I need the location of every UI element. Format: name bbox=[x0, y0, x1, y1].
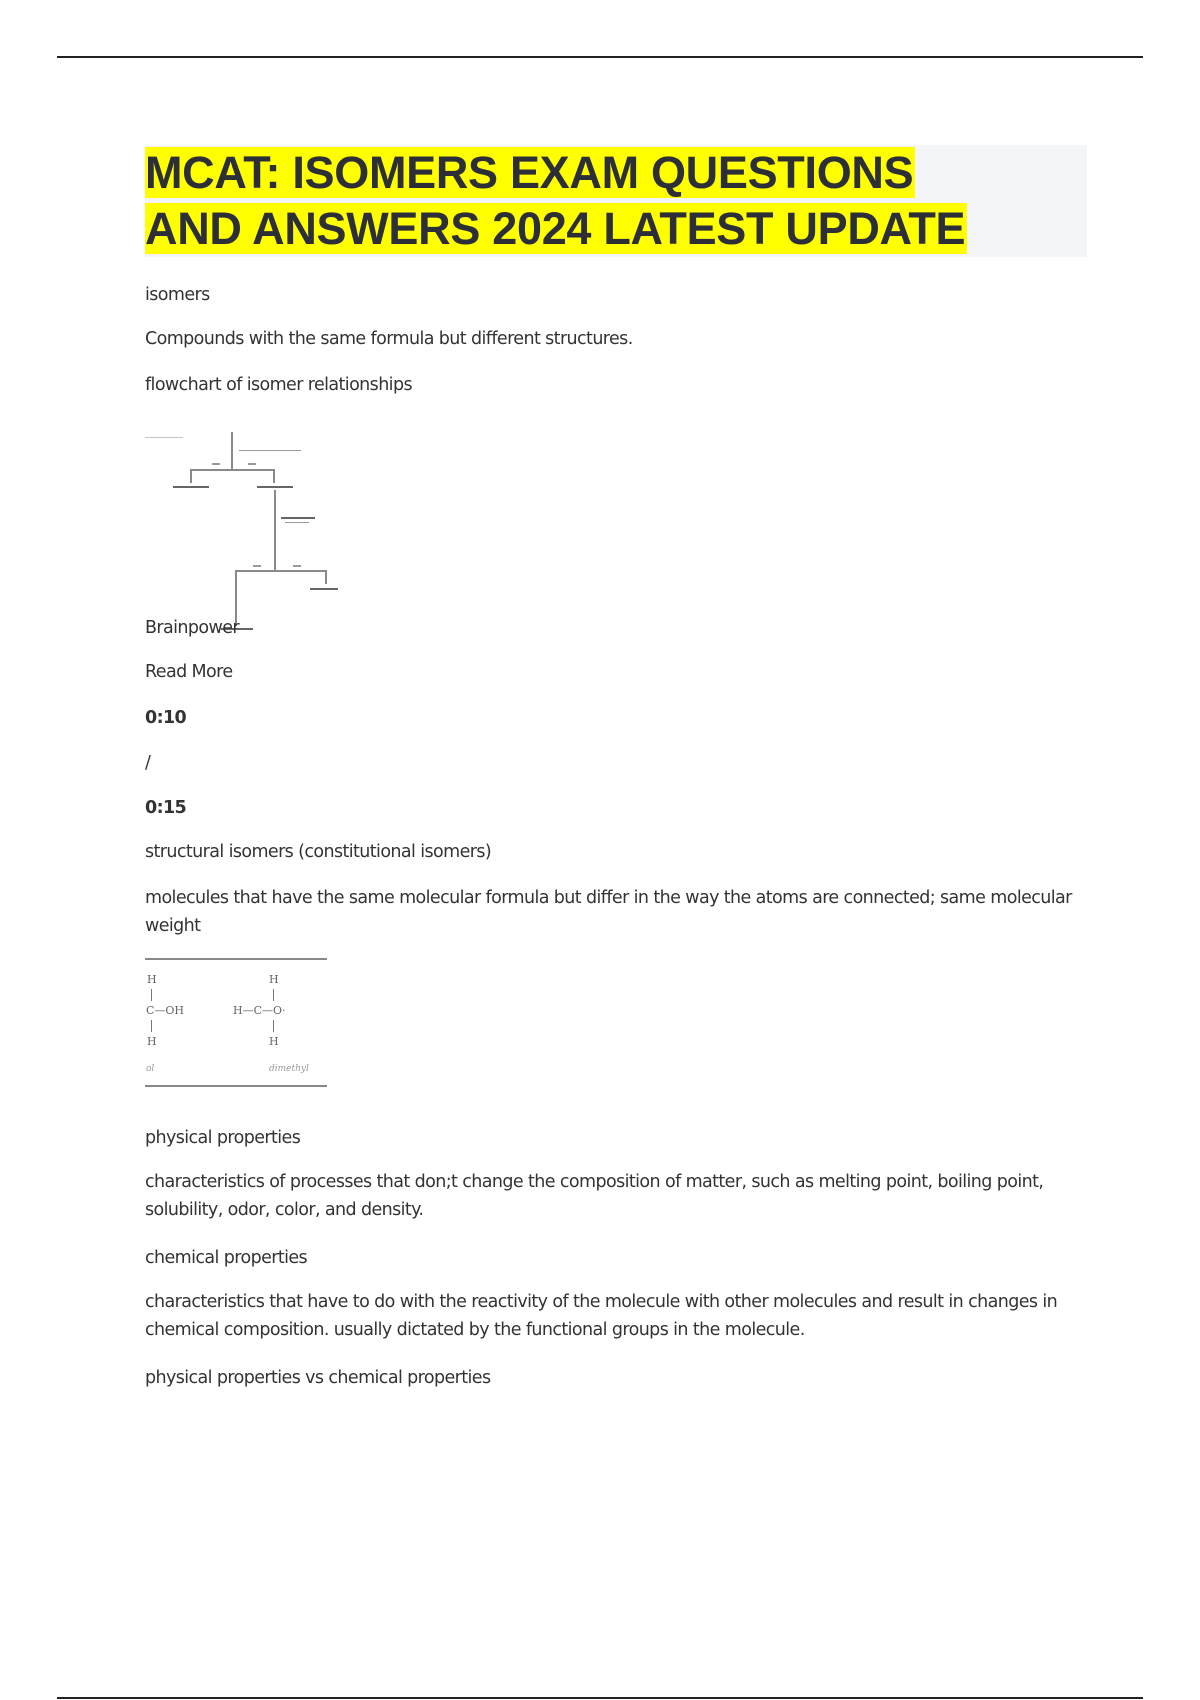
video-current-time: 0:10 bbox=[145, 708, 187, 728]
atom-label: C—OH bbox=[146, 1004, 185, 1017]
term-brainpower: Brainpower bbox=[145, 618, 239, 638]
term-physical-vs-chemical: physical properties vs chemical properties bbox=[145, 1368, 491, 1388]
atom-label: H bbox=[147, 1035, 157, 1048]
title-line-1: MCAT: ISOMERS EXAM QUESTIONS bbox=[145, 147, 914, 198]
term-isomers: isomers bbox=[145, 285, 210, 305]
flowchart-node-stereo bbox=[257, 486, 293, 488]
structural-isomer-figure bbox=[145, 958, 327, 1098]
atom-label: H—C—O· bbox=[233, 1004, 286, 1017]
term-chemical-properties: chemical properties bbox=[145, 1248, 308, 1268]
read-more-link[interactable]: Read More bbox=[145, 662, 233, 682]
definition-isomers: Compounds with the same formula but different structures. bbox=[145, 329, 633, 349]
title-line-2: AND ANSWERS 2024 LATEST UPDATE bbox=[145, 203, 966, 254]
definition-physical-properties: characteristics of processes that don;t change the composition of matter, such as melting point, boiling point, solubility, odor, color, and density. bbox=[145, 1172, 1044, 1220]
molecule-caption: dimethyl bbox=[269, 1064, 309, 1074]
flowchart-node-structural bbox=[173, 486, 209, 488]
video-duration: 0:15 bbox=[145, 798, 187, 818]
header-rule bbox=[57, 56, 1143, 58]
definition-structural-isomers: molecules that have the same molecular formula but differ in the way the atoms are connected; same molecular weight bbox=[145, 888, 1072, 936]
atom-label: H bbox=[269, 973, 279, 986]
flowchart-caption-mark bbox=[145, 437, 183, 438]
document-title bbox=[145, 145, 1087, 257]
flowchart-node-enantiomers bbox=[310, 588, 338, 590]
video-time-separator: / bbox=[145, 753, 151, 773]
term-physical-properties: physical properties bbox=[145, 1128, 301, 1148]
definition-chemical-properties: characteristics that have to do with the reactivity of the molecule with other molecules and result in changes in chemical composition. usually dictated by the functional groups in the molecule. bbox=[145, 1292, 1058, 1340]
footer-rule bbox=[57, 1697, 1143, 1699]
atom-label: H bbox=[269, 1035, 279, 1048]
term-structural-isomers: structural isomers (constitutional isomers) bbox=[145, 842, 492, 862]
isomer-flowchart-figure bbox=[145, 432, 335, 592]
term-flowchart: flowchart of isomer relationships bbox=[145, 375, 412, 395]
title-block bbox=[145, 145, 1087, 257]
atom-label: H bbox=[147, 973, 157, 986]
molecule-caption: ol bbox=[146, 1064, 155, 1074]
